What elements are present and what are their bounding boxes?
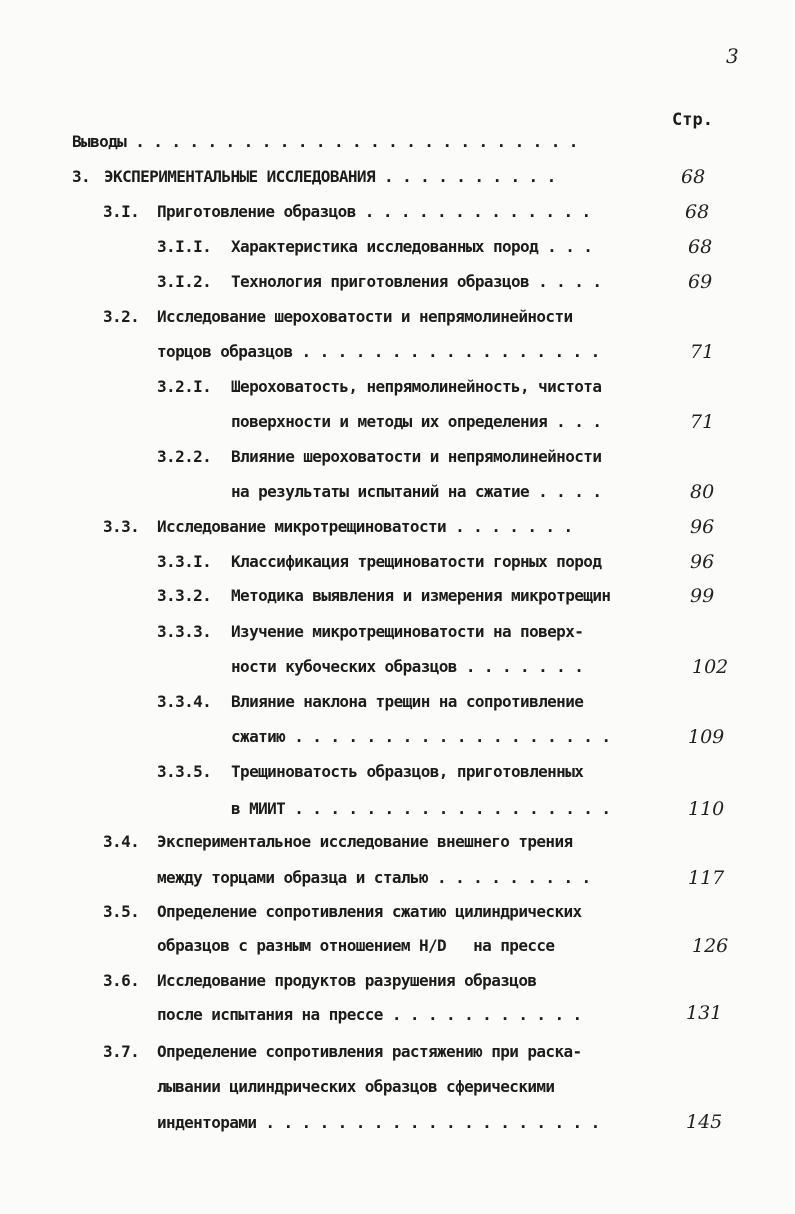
toc-entry-text: после испытания на прессе . . . . . . . . . . . [157, 1005, 582, 1024]
toc-entry-text: Классификация трещиноватости горных пород [231, 552, 602, 571]
toc-entry-page: 109 [688, 726, 725, 748]
toc-entry-number: 3.7. [103, 1042, 140, 1061]
toc-entry-text: Выводы . . . . . . . . . . . . . . . . . . . . . . . . . [72, 132, 578, 151]
toc-entry-number: 3.I. [103, 202, 140, 221]
toc-entry-text: Исследование микротрещиноватости . . . . . . . [157, 517, 573, 536]
toc-entry-page: 69 [688, 271, 713, 293]
toc-entry-text: на результаты испытаний на сжатие . . . . [231, 482, 602, 501]
toc-entry-number: 3.3.3. [157, 622, 212, 641]
toc-entry-text: в МИИТ . . . . . . . . . . . . . . . . . . [231, 799, 611, 818]
toc-entry-text: Исследование шероховатости и непрямолинейности [157, 307, 573, 326]
toc-entry-text: Экспериментальное исследование внешнего трения [157, 832, 573, 851]
toc-entry-text: Определение сопротивления сжатию цилиндрических [157, 902, 582, 921]
toc-entry-page: 102 [692, 656, 729, 678]
toc-entry-text: поверхности и методы их определения . . . [231, 412, 602, 431]
toc-entry-page: 99 [690, 585, 715, 607]
toc-entry-number: 3.I.I. [157, 237, 212, 256]
page-column-header: Стр. [672, 110, 713, 130]
toc-entry-page: 131 [686, 1002, 723, 1024]
toc-entry-page: 68 [681, 166, 706, 188]
toc-entry-text: Изучение микротрещиноватости на поверх- [231, 622, 584, 641]
toc-entry-text: инденторами . . . . . . . . . . . . . . . . . . . [157, 1113, 600, 1132]
toc-entry-text: Технология приготовления образцов . . . . [231, 272, 602, 291]
toc-entry-number: 3.3.5. [157, 762, 212, 781]
toc-entry-page: 145 [686, 1111, 723, 1133]
toc-entry-number: 3.6. [103, 971, 140, 990]
toc-entry-text: ности кубоческих образцов . . . . . . . [231, 657, 584, 676]
toc-entry-number: 3.3.I. [157, 552, 212, 571]
toc-entry-text: сжатию . . . . . . . . . . . . . . . . . . [231, 727, 611, 746]
toc-entry-text: лывании цилиндрических образцов сферическими [157, 1077, 555, 1096]
toc-entry-text: Трещиноватость образцов, приготовленных [231, 762, 584, 781]
page-number: 3 [726, 44, 739, 68]
toc-entry-text: между торцами образца и сталью . . . . . . . . . [157, 868, 591, 887]
toc-entry-number: 3.2. [103, 307, 140, 326]
toc-entry-page: 96 [690, 551, 715, 573]
toc-entry-page: 80 [690, 481, 715, 503]
toc-entry-page: 71 [690, 411, 715, 433]
toc-entry-number: 3.5. [103, 902, 140, 921]
toc-entry-number: 3. [72, 167, 91, 186]
toc-entry-number: 3.3.2. [157, 586, 212, 605]
toc-entry-text: Шероховатость, непрямолинейность, чистота [231, 377, 602, 396]
toc-entry-text: Исследование продуктов разрушения образцов [157, 971, 537, 990]
toc-entry-page: 126 [692, 935, 729, 957]
toc-entry-page: 71 [690, 341, 715, 363]
toc-entry-page: 110 [688, 798, 725, 820]
toc-entry-text: торцов образцов . . . . . . . . . . . . . . . . . [157, 342, 600, 361]
toc-entry-page: 96 [690, 516, 715, 538]
toc-entry-number: 3.4. [103, 832, 140, 851]
toc-entry-text: Влияние шероховатости и непрямолинейности [231, 447, 602, 466]
toc-entry-number: 3.3. [103, 517, 140, 536]
toc-entry-page: 68 [688, 236, 713, 258]
toc-entry-number: 3.3.4. [157, 692, 212, 711]
toc-entry-page: 68 [685, 201, 710, 223]
toc-entry-text: Приготовление образцов . . . . . . . . . . . . . [157, 202, 591, 221]
toc-entry-text: Характеристика исследованных пород . . . [231, 237, 593, 256]
toc-entry-text: ЭКСПЕРИМЕНТАЛЬНЫЕ ИССЛЕДОВАНИЯ . . . . . . . . . . [104, 167, 556, 186]
toc-entry-page: 117 [688, 867, 725, 889]
toc-entry-number: 3.I.2. [157, 272, 212, 291]
toc-entry-text: Методика выявления и измерения микротрещин [231, 586, 611, 605]
toc-entry-number: 3.2.2. [157, 447, 212, 466]
toc-entry-text: Влияние наклона трещин на сопротивление [231, 692, 584, 711]
toc-entry-text: Определение сопротивления растяжению при раска- [157, 1042, 582, 1061]
toc-entry-text: образцов с разным отношением H/D на прессе [157, 936, 555, 955]
toc-entry-number: 3.2.I. [157, 377, 212, 396]
